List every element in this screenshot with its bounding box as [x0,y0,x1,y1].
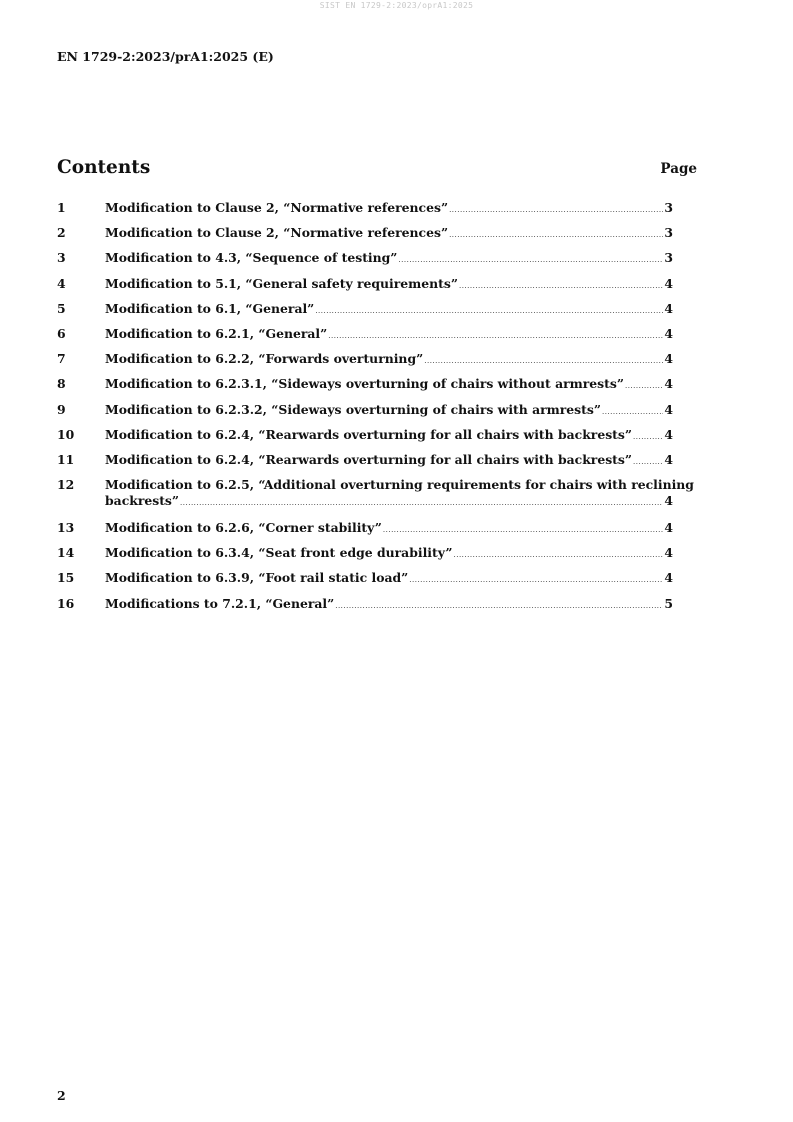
toc-entry-page[interactable]: 4 [664,545,673,561]
toc-entry-title[interactable]: Modification to 6.2.3.2, “Sideways overturning of chairs with armrests” [105,401,601,417]
toc-page-label: Page [660,161,697,177]
toc-entry-page[interactable]: 3 [664,225,673,241]
toc-list [57,200,694,621]
toc-entry-number: 1 [57,200,66,215]
toc-entry-page[interactable]: 4 [664,451,673,467]
toc-entry[interactable] [57,276,673,301]
toc-entry-title[interactable]: Modification to 6.2.5, “Additional overturning requirements for chairs with reclining [105,477,694,493]
toc-entry-title[interactable]: Modification to 6.2.6, “Corner stability” [105,520,382,536]
toc-entry-title[interactable]: Modification to 6.3.4, “Seat front edge durability” [105,545,453,561]
toc-entry-page[interactable]: 4 [664,351,673,367]
toc-entry[interactable] [57,402,673,427]
toc-entry-title[interactable]: Modification to 6.2.2, “Forwards overturning” [105,351,424,367]
page-number: 2 [57,1088,66,1103]
toc-entry-title[interactable]: Modification to Clause 2, “Normative references” [105,225,449,241]
toc-entry-number: 9 [57,401,66,417]
toc-entry[interactable] [57,520,673,545]
toc-entry-number: 13 [57,520,75,536]
toc-leader-dots [454,547,664,563]
toc-entry-title[interactable]: Modification to 6.1, “General” [105,300,315,316]
toc-entry[interactable] [57,301,673,326]
toc-leader-dots [335,598,663,614]
toc-leader-dots [180,495,663,511]
toc-entry[interactable] [57,477,694,520]
toc-entry-page[interactable]: 5 [664,595,673,611]
toc-leader-dots [424,353,663,369]
toc-heading [57,157,697,181]
toc-entry-number: 14 [57,545,75,561]
toc-entry-number: 6 [57,325,66,341]
toc-entry-title[interactable]: Modifications to 7.2.1, “General” [105,595,335,611]
toc-leader-dots [315,303,663,319]
toc-entry[interactable] [57,326,673,351]
toc-entry-page[interactable]: 3 [664,250,673,266]
toc-leader-dots [625,378,663,394]
toc-entry[interactable] [57,351,673,376]
toc-leader-dots [459,278,663,294]
toc-entry[interactable] [57,545,673,570]
toc-entry[interactable] [57,376,673,401]
toc-entry-title[interactable]: Modification to 6.2.1, “General” [105,325,328,341]
toc-entry-page[interactable]: 4 [664,376,673,392]
toc-entry-number: 15 [57,570,75,586]
toc-leader-dots [602,404,663,420]
watermark: SIST EN 1729-2:2023/oprA1:2025 [319,1,474,10]
toc-entry-number: 10 [57,426,75,442]
toc-entry-number: 11 [57,451,75,467]
toc-entry-page[interactable]: 4 [664,426,673,442]
toc-leader-dots [449,227,663,243]
toc-entry-page[interactable]: 4 [664,520,673,536]
toc-entry-title[interactable]: Modification to 6.3.9, “Foot rail static load” [105,570,409,586]
toc-entry-title[interactable]: Modification to 5.1, “General safety requirements” [105,275,458,291]
toc-entry-title[interactable]: Modification to 6.2.3.1, “Sideways overturning of chairs without armrests” [105,376,624,392]
toc-leader-dots [383,522,663,538]
toc-entry-number: 8 [57,376,66,392]
toc-entry-page[interactable]: 4 [664,275,673,291]
toc-entry-title[interactable]: Modification to 4.3, “Sequence of testing” [105,250,398,266]
toc-entry-number: 7 [57,351,66,367]
toc-entry-title[interactable]: Modification to Clause 2, “Normative references” [105,200,449,215]
toc-entry-number: 4 [57,275,66,291]
toc-entry-page[interactable]: 4 [664,325,673,341]
toc-entry[interactable] [57,452,673,477]
toc-entry-title-continuation[interactable]: backrests” [105,493,180,509]
toc-entry-page[interactable]: 3 [664,200,673,215]
toc-entry[interactable] [57,596,673,621]
toc-entry-number: 5 [57,300,66,316]
toc-leader-dots [398,252,663,268]
toc-entry-title[interactable]: Modification to 6.2.4, “Rearwards overturning for all chairs with backrests” [105,451,633,467]
toc-entry-number: 16 [57,595,75,611]
toc-entry-page[interactable]: 4 [664,300,673,316]
toc-entry-page[interactable]: 4 [664,401,673,417]
toc-entry-number: 12 [57,477,75,493]
toc-entry[interactable] [57,200,673,225]
toc-leader-dots [328,328,663,344]
document-id: EN 1729-2:2023/prA1:2025 (E) [57,49,274,64]
toc-entry[interactable] [57,427,673,452]
toc-entry-number: 2 [57,225,66,241]
toc-entry-page[interactable]: 4 [664,493,673,509]
toc-leader-dots [633,429,663,445]
toc-leader-dots [633,454,663,470]
toc-leader-dots [449,202,663,218]
toc-entry[interactable] [57,570,673,595]
toc-leader-dots [409,572,663,588]
toc-entry[interactable] [57,250,673,275]
toc-entry[interactable] [57,225,673,250]
toc-entry-title[interactable]: Modification to 6.2.4, “Rearwards overturning for all chairs with backrests” [105,426,633,442]
toc-entry-page[interactable]: 4 [664,570,673,586]
toc-title: Contents [57,157,151,178]
toc-entry-number: 3 [57,250,66,266]
